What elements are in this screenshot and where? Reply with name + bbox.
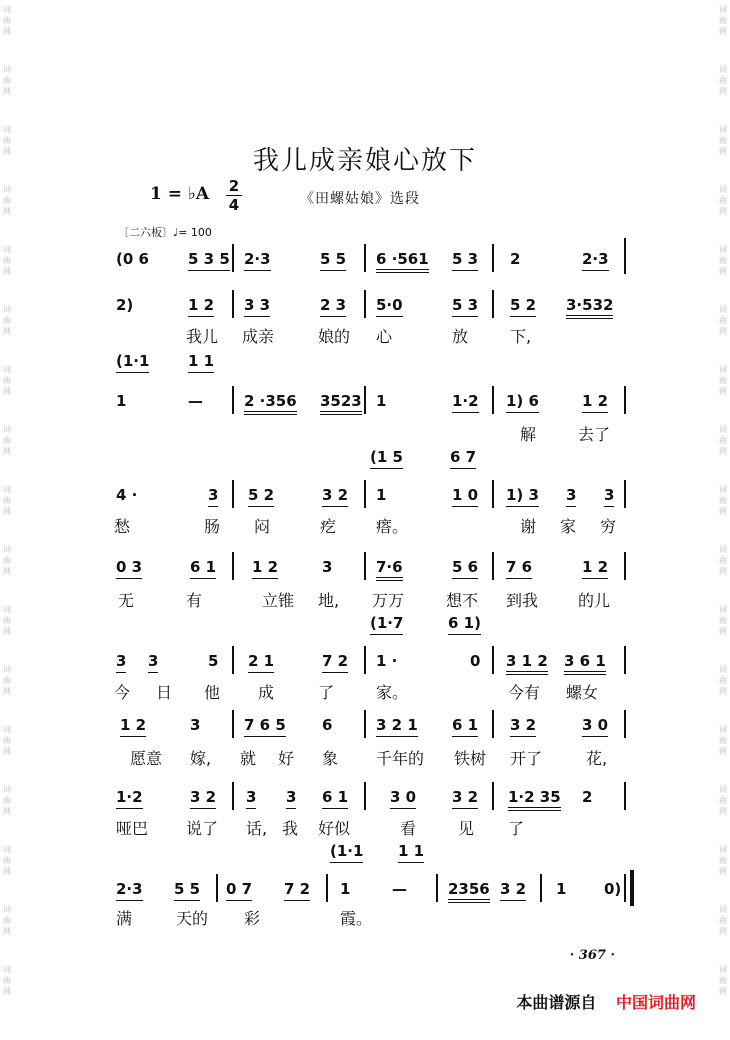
lyric: 愿意: [130, 749, 163, 768]
tempo-marking: 〔二六板〕♩= 100: [118, 226, 212, 239]
note-group: 1 1: [188, 352, 214, 373]
lyric: 下,: [510, 327, 532, 346]
note-group: 3 2: [322, 486, 348, 507]
lyric: 地,: [318, 591, 340, 610]
lyric: 立锥: [262, 591, 295, 610]
note-group: 5 2: [510, 296, 536, 317]
note-group: 7·6: [376, 558, 403, 581]
lyric: 愁: [114, 517, 131, 536]
barline: [492, 480, 494, 508]
lyric: 心: [376, 327, 393, 346]
note-group: 2 3: [320, 296, 346, 317]
watermark-text: 词 曲 网: [719, 125, 727, 156]
watermark-text: 词 曲 网: [3, 425, 11, 456]
note-group: 1·2: [452, 392, 479, 413]
lyric: 有: [186, 591, 203, 610]
note-group: 3 2: [500, 880, 526, 901]
barline: [540, 874, 542, 902]
watermark-text: 词 曲 网: [3, 845, 11, 876]
note-group: 0 3: [116, 558, 142, 579]
lyric: 我儿: [186, 327, 219, 346]
watermark-text: 词 曲 网: [3, 665, 11, 696]
note-group: 3: [566, 486, 576, 507]
note-group: 2·3: [116, 880, 143, 901]
note-group: 1) 6: [506, 392, 539, 413]
note-group: 4 ·: [116, 486, 138, 504]
watermark-text: 词 曲 网: [719, 545, 727, 576]
note-group: (1·7: [370, 614, 403, 635]
watermark-text: 词 曲 网: [3, 725, 11, 756]
lyric: 天的: [176, 909, 209, 928]
barline: [624, 552, 626, 580]
note-group: 3523: [320, 392, 362, 415]
barline: [436, 874, 438, 902]
lyric: 就: [240, 749, 257, 768]
watermark-text: 词 曲 网: [719, 905, 727, 936]
note-group: 3: [246, 788, 256, 809]
note-group: 1·2 35: [508, 788, 561, 811]
watermark-text: 词 曲 网: [719, 185, 727, 216]
note-group: 1 2: [252, 558, 278, 579]
note-group: 7 6 5: [244, 716, 286, 737]
note-group: 5 5: [320, 250, 346, 271]
footer-label: 本曲谱源自: [516, 993, 597, 1012]
lyric: 看: [400, 819, 417, 838]
note-group: 1 0: [452, 486, 478, 507]
time-signature-top: 2: [228, 177, 240, 195]
note-group: 1 ·: [376, 652, 398, 670]
barline: [232, 782, 234, 810]
note-group: 1 1: [398, 842, 424, 863]
note-group: (1·1: [330, 842, 363, 863]
barline: [624, 480, 626, 508]
note-group: 5 3: [452, 296, 478, 317]
barline: [364, 290, 366, 318]
lyric: 放: [452, 327, 469, 346]
lyric: 他: [204, 683, 221, 702]
watermark-text: 词 曲 网: [3, 245, 11, 276]
note-group: 3: [604, 486, 614, 507]
watermark-text: 词 曲 网: [719, 665, 727, 696]
lyric: 解: [520, 425, 537, 444]
note-group: 6 7: [450, 448, 476, 469]
note-group: 0: [470, 652, 481, 670]
barline: [492, 244, 494, 272]
watermark-text: 词 曲 网: [3, 305, 11, 336]
lyric: 螺女: [566, 683, 599, 702]
watermark-text: 词 曲 网: [3, 965, 11, 996]
lyric: 了: [318, 683, 335, 702]
note-group: 3: [148, 652, 158, 673]
note-group: 3 0: [582, 716, 608, 737]
lyric: 今有: [508, 683, 541, 702]
footer-site-link[interactable]: 中国词曲网: [615, 993, 696, 1012]
note-group: 3 2: [190, 788, 216, 809]
lyric: 哑巴: [116, 819, 149, 838]
barline: [624, 386, 626, 414]
note-group: 6 1): [448, 614, 481, 635]
note-group: 3: [208, 486, 218, 507]
watermark-text: 词 曲 网: [719, 245, 727, 276]
note-group: 2·3: [244, 250, 271, 271]
note-group: 3 3: [244, 296, 270, 317]
note-group: (0 6: [116, 250, 149, 268]
note-group: 6 1: [322, 788, 348, 809]
note-group: 5 3: [452, 250, 478, 271]
watermark-text: 词 曲 网: [3, 125, 11, 156]
barline: [624, 782, 626, 810]
barline: [364, 480, 366, 508]
lyric: 见: [458, 819, 475, 838]
note-group: 6 1: [190, 558, 216, 579]
note-group: 0 7: [226, 880, 252, 901]
barline: [492, 710, 494, 738]
barline: [364, 386, 366, 414]
note-group: 7 6: [506, 558, 532, 579]
lyric: 去了: [578, 425, 611, 444]
watermark-text: 词 曲 网: [719, 5, 727, 36]
watermark-text: 词 曲 网: [3, 365, 11, 396]
lyric: 穷: [600, 517, 617, 536]
lyric: 花,: [586, 749, 608, 768]
lyric: 我: [282, 819, 299, 838]
note-group: 1·2: [116, 788, 143, 809]
lyric: 肠: [204, 517, 221, 536]
barline: [624, 874, 626, 902]
note-group: 5 6: [452, 558, 478, 579]
watermark-text: 词 曲 网: [719, 365, 727, 396]
lyric: 闷: [254, 517, 271, 536]
barline: [492, 386, 494, 414]
note-group: (1 5: [370, 448, 403, 469]
watermark-text: 词 曲 网: [3, 545, 11, 576]
note-group: 3 0: [390, 788, 416, 809]
note-group: 3: [190, 716, 201, 734]
lyric: 霞。: [340, 909, 373, 928]
lyric: 瘩。: [376, 517, 409, 536]
barline: [232, 646, 234, 674]
final-barline: [630, 870, 634, 906]
barline: [624, 646, 626, 674]
note-group: 1: [556, 880, 567, 898]
barline: [492, 290, 494, 318]
lyric: 开了: [510, 749, 543, 768]
barline: [232, 552, 234, 580]
lyric: 娘的: [318, 327, 351, 346]
note-group: 6: [322, 716, 333, 734]
footer-credit: [516, 990, 696, 1013]
barline: [364, 552, 366, 580]
barline: [232, 710, 234, 738]
note-group: 1 2: [188, 296, 214, 317]
lyric: 谢: [520, 517, 537, 536]
note-group: —: [392, 880, 407, 898]
lyric: 说了: [186, 819, 219, 838]
note-group: 0): [604, 880, 622, 898]
watermark-text: 词 曲 网: [719, 425, 727, 456]
note-group: 6 ·561: [376, 250, 429, 273]
barline: [364, 646, 366, 674]
note-group: 1 2: [582, 558, 608, 579]
lyric: 成: [258, 683, 275, 702]
watermark-text: 词 曲 网: [3, 65, 11, 96]
barline: [364, 782, 366, 810]
note-group: 3: [286, 788, 296, 809]
watermark-text: 词 曲 网: [719, 725, 727, 756]
barline: [492, 552, 494, 580]
barline: [624, 710, 626, 738]
watermark-text: 词 曲 网: [3, 785, 11, 816]
note-group: 3·532: [566, 296, 613, 319]
lyric: 成亲: [242, 327, 275, 346]
watermark-text: 词 曲 网: [719, 965, 727, 996]
note-group: 2: [510, 250, 521, 268]
note-group: 2 1: [248, 652, 274, 673]
note-group: 3: [322, 558, 333, 576]
watermark-text: 词 曲 网: [719, 65, 727, 96]
note-group: 1: [376, 486, 387, 504]
note-group: 1 2: [120, 716, 146, 737]
note-group: 6 1: [452, 716, 478, 737]
lyric: 无: [118, 591, 135, 610]
source-text: 《田螺姑娘》选段: [300, 191, 420, 207]
lyric: 家。: [376, 683, 409, 702]
note-group: 7 2: [322, 652, 348, 673]
barline: [326, 874, 328, 902]
watermark-text: 词 曲 网: [719, 485, 727, 516]
lyric: 疙: [320, 517, 337, 536]
note-group: 3 2: [510, 716, 536, 737]
note-group: 1: [340, 880, 351, 898]
watermark-text: 词 曲 网: [719, 785, 727, 816]
note-group: 1: [376, 392, 387, 410]
note-group: 2 ·356: [244, 392, 297, 415]
note-group: 1 2: [582, 392, 608, 413]
lyric: 了: [508, 819, 525, 838]
barline: [364, 710, 366, 738]
barline: [232, 480, 234, 508]
barline: [624, 238, 626, 274]
lyric: 想不: [446, 591, 479, 610]
note-group: 5 3 5: [188, 250, 230, 271]
barline: [216, 874, 218, 902]
note-group: 2: [582, 788, 593, 806]
note-group: 2): [116, 296, 134, 314]
note-group: 7 2: [284, 880, 310, 901]
note-group: 1: [116, 392, 127, 410]
note-group: 2356: [448, 880, 490, 903]
note-group: 5: [208, 652, 219, 670]
note-group: 5 5: [174, 880, 200, 901]
barline: [364, 244, 366, 272]
page-number: · 367 ·: [569, 948, 615, 963]
lyric: 好似: [318, 819, 351, 838]
time-signature: [226, 178, 242, 213]
lyric: 铁树: [454, 749, 487, 768]
watermark-text: 词 曲 网: [3, 185, 11, 216]
barline: [232, 290, 234, 318]
note-group: 3 1 2: [506, 652, 548, 675]
lyric: 象: [322, 749, 339, 768]
note-group: 3: [116, 652, 126, 673]
lyric: 好: [278, 749, 295, 768]
lyric: 话,: [246, 819, 268, 838]
lyric: 嫁,: [190, 749, 212, 768]
lyric: 彩: [244, 909, 261, 928]
lyric: 的儿: [578, 591, 611, 610]
lyric: 万万: [372, 591, 405, 610]
barline: [232, 244, 234, 272]
key-signature: 1 = ♭A: [150, 184, 210, 204]
watermark-text: 词 曲 网: [3, 485, 11, 516]
note-group: 5 2: [248, 486, 274, 507]
note-group: 3 2: [452, 788, 478, 809]
watermark-text: 词 曲 网: [3, 905, 11, 936]
barline: [492, 782, 494, 810]
watermark-text: 词 曲 网: [3, 5, 11, 36]
note-group: —: [188, 392, 203, 410]
lyric: 到我: [506, 591, 539, 610]
barline: [232, 386, 234, 414]
lyric: 家: [560, 517, 577, 536]
lyric: 今: [114, 683, 131, 702]
watermark-text: 词 曲 网: [719, 845, 727, 876]
note-group: (1·1: [116, 352, 149, 373]
note-group: 3 2 1: [376, 716, 418, 737]
note-group: 2·3: [582, 250, 609, 271]
note-group: 5·0: [376, 296, 403, 317]
lyric: 满: [116, 909, 133, 928]
watermark-text: 词 曲 网: [719, 605, 727, 636]
song-title: 我儿成亲娘心放下: [252, 146, 477, 176]
note-group: 1) 3: [506, 486, 539, 507]
watermark-text: 词 曲 网: [3, 605, 11, 636]
lyric: 千年的: [376, 749, 425, 768]
watermark-text: 词 曲 网: [719, 305, 727, 336]
barline: [492, 646, 494, 674]
time-signature-bottom: 4: [228, 196, 240, 214]
lyric: 日: [156, 683, 173, 702]
note-group: 3 6 1: [564, 652, 606, 675]
